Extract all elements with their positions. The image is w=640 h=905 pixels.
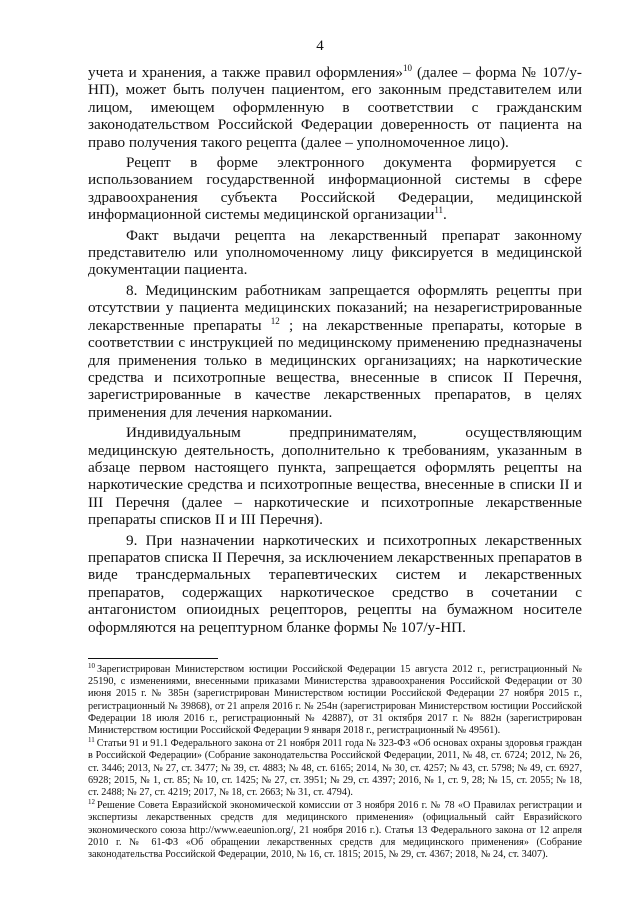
- footnote-mark: 10: [88, 661, 95, 670]
- paragraph-issue-fact: Факт выдачи рецепта на лекарственный препарат законному представителю или уполномоченному лицу фиксируется в медицинской документации пациента.: [88, 226, 582, 279]
- paragraph-item-9: 9. При назначении наркотических и психотропных лекарственных препаратов списка II Перечня, за исключением лекарственных препаратов в виде трансдермальных терапевтических систем и лекарственных препаратов, содержащих наркотическое средство в сочетании с антагонистом опиоидных рецепторов, рецепты на бумажном носителе оформляются на рецептурном бланке формы № 107/у-НП.: [88, 531, 582, 636]
- footnote-mark: 12: [88, 797, 95, 806]
- footnote-11: $^{11}$ Статьи 91 и 91.1 Федерального закона от 21 ноября 2011 года № 323-ФЗ «Об основах охраны здоровья граждан в Российской Федерации» (Собрание законодательства Российской Федерации, 2011, № 48, ст. 6724; 2012, № 26, ст. 3446; 2013, № 27, ст. 3477; № 39, ст. 4883; № 48, ст. 6165; 2014, № 30, ст. 4257; № 43, ст. 5798; № 49, ст. 6927, 6928; 2015, № 1, ст. 85; № 10, ст. 1425; № 27, ст. 3951; № 29, ст. 4397; 2016, № 1, ст. 9, 28; № 15, ст. 2055; № 18, ст. 2488; № 27, ст. 4219; 2017, № 18, ст. 2663; № 31, ст. 4794).: [88, 735, 582, 799]
- footnotes: [88, 661, 582, 862]
- footnote-ref-11: 11: [434, 205, 443, 216]
- footnote-10: $^{10}$ Зарегистрирован Министерством юстиции Российской Федерации 15 августа 2012 г., регистрационный № 25190, с изменениями, внесенными приказами Министерства здравоохранения Российской Федерации от 30 июня 2015 г. № 385н (зарегистрирован Министерством юстиции Российской Федерации 27 ноября 2015 г., регистрационный № 39868), от 21 апреля 2016 г. № 254н (зарегистрирован Министерством юстиции Российской Федерации 18 июля 2016 г., регистрационный № 42887), от 31 октября 2017 г. № 882н (зарегистрирован Министерством юстиции Российской Федерации 9 января 2018 г., регистрационный № 49561).: [88, 661, 582, 737]
- footnote-12: $^{12}$ Решение Совета Евразийской экономической комиссии от 3 ноября 2016 г. № 78 «О Правилах регистрации и экспертизы лекарственных средств для медицинского применения» (официальный сайт Евразийского экономического союза http://www.eaeunion.org/, 21 ноября 2016 г.). Статья 13 Федерального закона от 12 апреля 2010 г. № 61-ФЗ «Об обращении лекарственных средств для медицинского применения» (Собрание законодательства Российской Федерации, 2010, № 16, ст. 1815; 2015, № 29, ст. 4367; 2018, № 24, ст. 3407).: [88, 797, 582, 861]
- paragraph-entrepreneurs: Индивидуальным предпринимателям, осуществляющим медицинскую деятельность, дополнительно к требованиям, указанным в абзаце первом настоящего пункта, запрещается оформлять рецепты на наркотические средства и психотропные вещества, внесенные в списки II и III Перечня (далее – наркотические и психотропные лекарственные препараты списков II и III Перечня).: [88, 424, 582, 529]
- footnote-ref-12: 12: [270, 315, 280, 326]
- footnote-divider: [88, 658, 218, 659]
- main-text: [88, 64, 582, 639]
- paragraph-item-8: 8. Медицинским работникам запрещается оформлять рецепты при отсутствии у пациента медицинских показаний; на незарегистрированные лекарственные препараты $^{12}$ ; на лекарственные препараты, которые в соответствии с инструкцией по медицинскому применению предназначены для применения только в медицинских организациях; на наркотические средства и психотропные вещества, внесенные в список II Перечня, зарегистрированные в качестве лекарственных препаратов, в целях применения для лечения наркомании.: [88, 281, 582, 421]
- paragraph-delivery: учета и хранения, а также правил оформления»$^{10}$ (далее – форма № 107/у-НП), может быть получен пациентом, его законным представителем или лицом, имеющем оформленную в соответствии с гражданским законодательством Российской Федерации доверенность от пациента на право получения такого рецепта (далее – уполномоченное лицо).: [88, 62, 582, 151]
- footnote-mark: 11: [88, 735, 95, 744]
- paragraph-electronic-recipe: Рецепт в форме электронного документа формируется с использованием государственной информационной системы в сфере здравоохранения субъекта Российской Федерации, медицинской информационной системы медицинской организации$^{11}$.: [88, 154, 582, 224]
- footnote-ref-10: 10: [403, 62, 412, 73]
- page-number: 4: [316, 38, 324, 54]
